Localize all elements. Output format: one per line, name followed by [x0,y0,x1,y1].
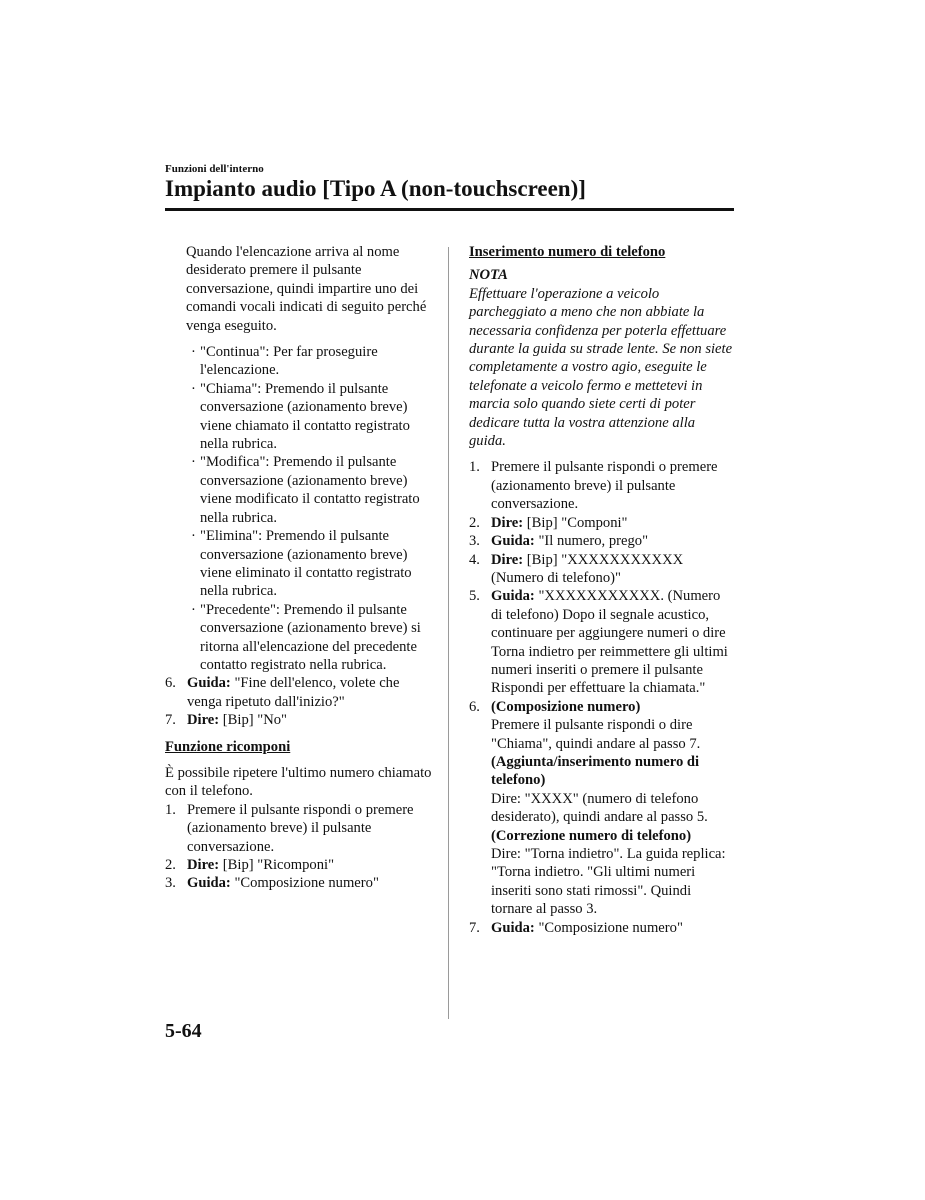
step-label: Guida: [491,919,535,936]
option-heading: (Correzione numero di telefono) [491,827,692,844]
step-label: Dire: [187,712,220,729]
step-number: 1. [165,801,176,818]
list-item-text: "Chiama": Premendo il pulsante conversazione (azionamento breve) viene chiamato il contatto registrato nella rubrica. [200,380,410,453]
step-item [165,874,435,892]
step-item [165,674,435,711]
step-label: Guida: [187,675,231,692]
right-column [469,243,735,937]
title-rule [165,208,734,211]
step-label: Guida: [491,533,535,550]
page-number: 5-64 [165,1020,202,1042]
redial-heading: Funzione ricomponi [165,738,291,755]
step-label: Dire: [491,551,524,568]
list-item: · "Continua": Per far proseguire l'elencazione. [191,344,378,379]
step-number: 3. [469,533,480,550]
step-number: 1. [469,459,480,476]
list-item-text: "Elimina": Premendo il pulsante conversazione (azionamento breve) viene eliminato il contatto registrato nella rubrica. [200,528,412,600]
step-item [165,711,435,729]
step-number: 2. [165,857,176,873]
list-item: · "Precedente": Premendo il pulsante conversazione (azionamento breve) si ritorna all'elencazione del precedente contatto registrato nella rubrica. [191,601,421,673]
step-number: 6. [469,698,480,715]
step-number: 5. [469,588,480,605]
step-label: Dire: [491,514,524,531]
step-text: Premere il pulsante rispondi o premere (azionamento breve) il pulsante conversazione. [491,459,718,513]
step-text: [Bip] "Ricomponi" [219,857,335,873]
left-column [165,243,435,893]
column-divider [448,247,449,1019]
list-item: · "Chiama": Premendo il pulsante conversazione (azionamento breve) viene chiamato il contatto registrato nella rubrica. [191,380,410,453]
list-item-text: "Continua": Per far proseguire l'elencazione. [200,344,378,379]
step-label: Guida: [187,875,231,892]
step-text: "Composizione numero" [230,875,379,892]
step-text: "Il numero, prego" [534,533,649,550]
step-text: [Bip] "XXXXXXXXXXX (Numero di telefono)" [491,551,684,586]
option-heading: (Composizione numero) [491,698,641,715]
step-item [469,551,735,588]
step-item [469,587,735,697]
step-text: [Bip] "Componi" [523,514,628,531]
step-label: Dire: [187,857,220,873]
list-item-text: "Precedente": Premendo il pulsante conversazione (azionamento breve) si ritorna all'elencazione del precedente contatto registrato nella rubrica. [200,601,421,673]
step-text: "Fine dell'elenco, volete che venga ripetuto dall'inizio?" [187,675,400,710]
step-label: Guida: [491,588,535,605]
phone-number-heading: Inserimento numero di telefono [469,244,666,260]
list-item: · "Elimina": Premendo il pulsante conversazione (azionamento breve) viene eliminato il contatto registrato nella rubrica. [191,528,412,600]
redial-intro: È possibile ripetere l'ultimo numero chiamato con il telefono. [165,764,432,800]
step-text: [Bip] "No" [219,712,288,729]
step-item [165,801,435,856]
page-title: Impianto audio [Tipo A (non-touchscreen)] [165,176,586,201]
note-text: Effettuare l'operazione a veicolo parcheggiato a meno che non abbiate la necessaria confidenza per poterla effettuare durante la guida su strade lente. Se non siete completamente a vostro agio, eseguite le telefonate a veicolo fermo e mettetevi in marcia solo quando siete certi di poter dedicare tutta la vostra attenzione alla guida. [469,285,733,450]
note-label: NOTA [469,267,508,284]
step-number: 2. [469,514,480,531]
step-item [469,532,735,550]
option-text: Dire: "Torna indietro". La guida replica: "Torna indietro. "Gli ultimi numeri inseriti sono stati rimossi". Quindi tornare al passo 3. [491,846,726,918]
step-text: "Composizione numero" [534,919,683,936]
intro-paragraph: Quando l'elencazione arriva al nome desiderato premere il pulsante conversazione, quindi impartire uno dei comandi vocali indicati di seguito perché venga eseguito. [186,244,427,334]
step-item [469,458,735,513]
list-item-text: "Modifica": Premendo il pulsante conversazione (azionamento breve) viene modificato il contatto registrato nella rubrica. [200,454,420,526]
option-heading: (Aggiunta/inserimento numero di telefono) [491,753,700,789]
step-text: Premere il pulsante rispondi o premere (azionamento breve) il pulsante conversazione. [187,801,414,855]
step-item [469,698,735,919]
option-text: Dire: "XXXX" (numero di telefono desiderato), quindi andare al passo 5. [491,790,708,826]
step-text: "XXXXXXXXXXX. (Numero di telefono) Dopo il segnale acustico, continuare per aggiungere numeri o dire Torna indietro per reimmettere gli ultimi numeri inseriti o premere il pulsante Rispondi per effettuare la chiamata." [491,588,728,697]
step-item [165,856,435,874]
list-item: · "Modifica": Premendo il pulsante conversazione (azionamento breve) viene modificato il contatto registrato nella rubrica. [191,454,420,526]
step-number: 7. [165,712,176,729]
step-item [469,514,735,532]
voice-command-list [165,343,435,674]
step-number: 4. [469,551,480,568]
section-label: Funzioni dell'interno [165,163,264,175]
option-text: Premere il pulsante rispondi o dire "Chiama", quindi andare al passo 7. [491,717,701,752]
step-item [469,919,735,937]
step-number: 7. [469,919,480,936]
step-number: 3. [165,875,176,892]
step-number: 6. [165,675,176,692]
